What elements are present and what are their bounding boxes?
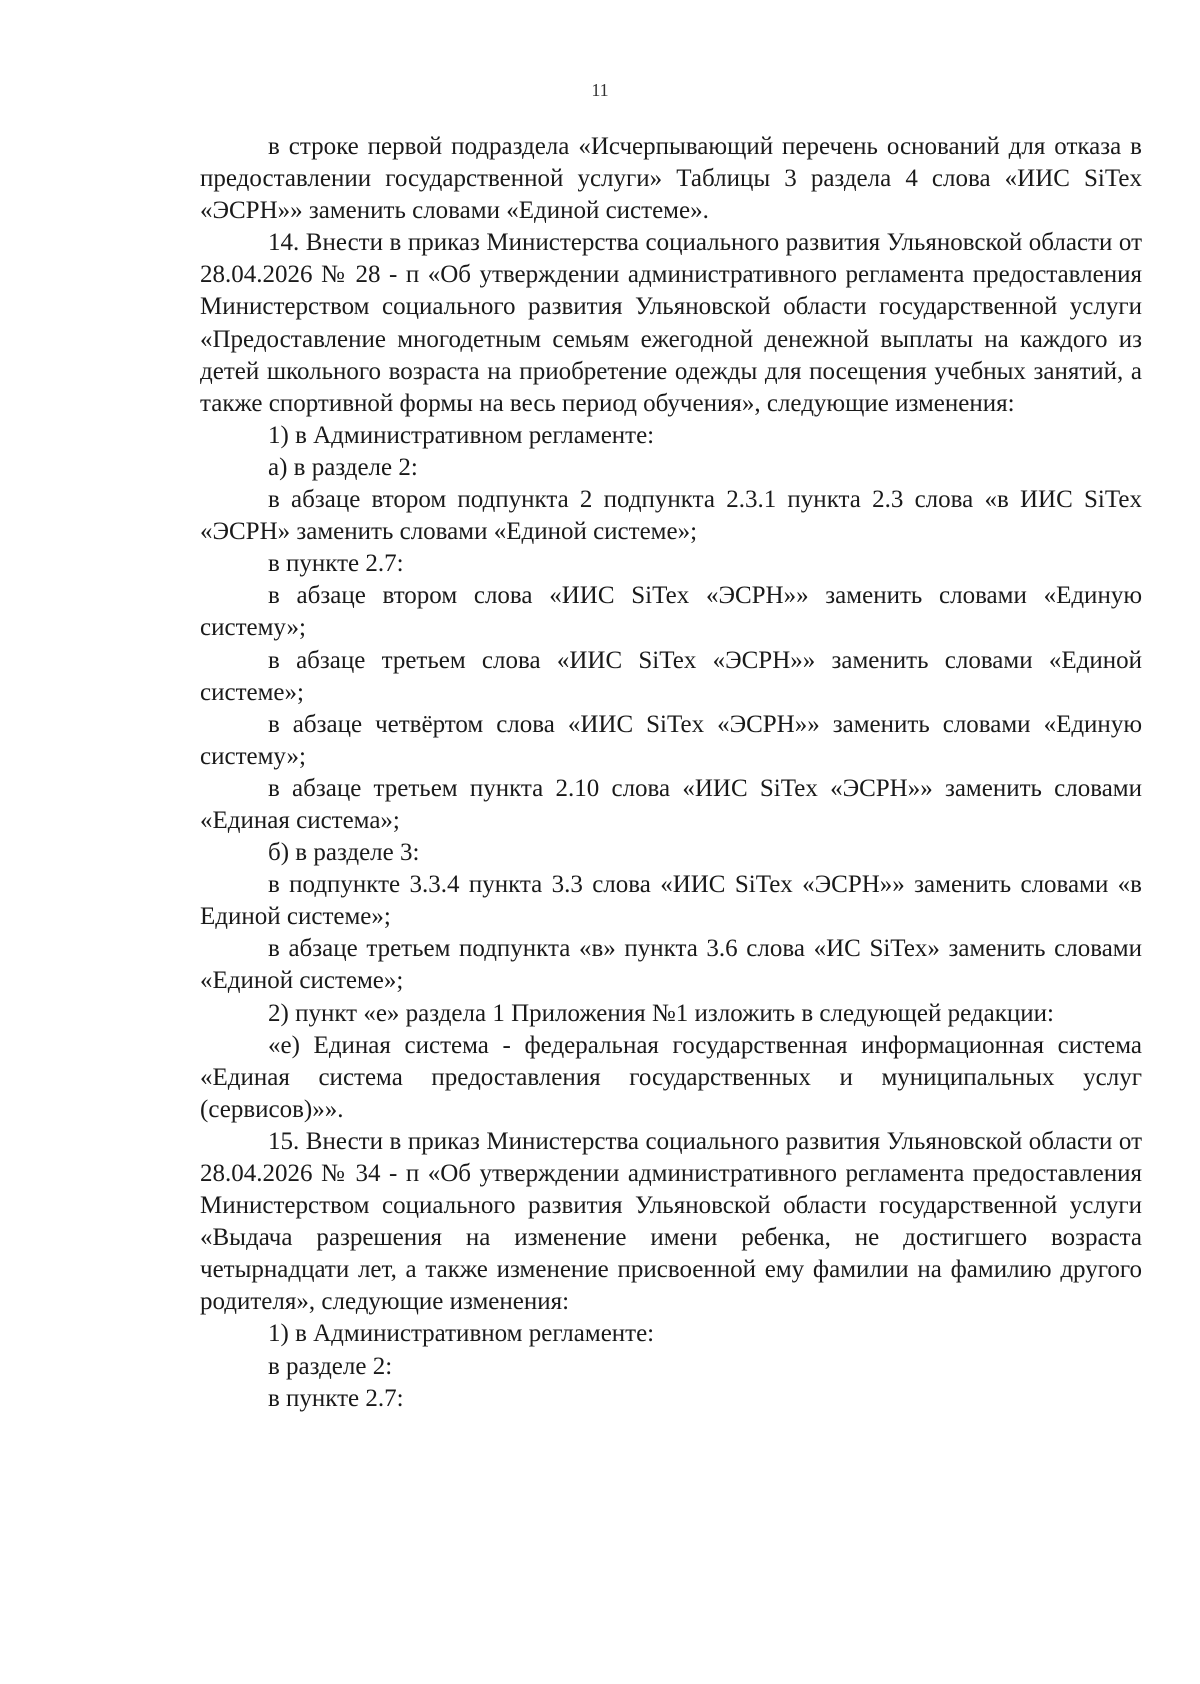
paragraph: 2) пункт «е» раздела 1 Приложения №1 изложить в следующей редакции: — [268, 999, 1054, 1027]
paragraph: в пункте 2.7: — [268, 550, 404, 578]
paragraph: в подпункте 3.3.4 пункта 3.3 слова «ИИС SiTex «ЭСРН»» заменить словами «в Единой системе»; — [200, 871, 1142, 931]
paragraph: а) в разделе 2: — [268, 453, 418, 481]
paragraph: в абзаце втором подпункта 2 подпункта 2.3.1 пункта 2.3 слова «в ИИС SiTex «ЭСРН» заменить словами «Единой системе»; — [200, 486, 1142, 546]
paragraph: «е) Единая система - федеральная государственная информационная система «Единая система предоставления государственных и муниципальных услуг (сервисов)»». — [200, 1031, 1142, 1123]
paragraph: в строке первой подраздела «Исчерпывающий перечень оснований для отказа в предоставлении государственной услуги» Таблицы 3 раздела 4 слова «ИИС SiTex «ЭСРН»» заменить словами «Единой системе». — [200, 133, 1142, 225]
paragraph: в абзаце четвёртом слова «ИИС SiTex «ЭСРН»» заменить словами «Единую систему»; — [200, 710, 1142, 770]
paragraph: в пункте 2.7: — [268, 1384, 404, 1412]
paragraph: в абзаце третьем подпункта «в» пункта 3.6 слова «ИС SiTex» заменить словами «Единой системе»; — [200, 935, 1142, 995]
paragraph-item-15: 15. Внести в приказ Министерства социального развития Ульяновской области от 28.04.2026 № 34 - п «Об утверждении административного регламента предоставления Министерством социального развития Ульяновской области государственной услуги «Выдача разрешения на изменение имени ребенка, не достигшего возраста четырнадцати лет, а также изменение присвоенной ему фамилии на фамилию другого родителя», следующие изменения: — [200, 1127, 1142, 1316]
paragraph: в абзаце третьем пункта 2.10 слова «ИИС SiTex «ЭСРН»» заменить словами «Единая система»; — [200, 774, 1142, 834]
document-body — [200, 131, 1142, 1415]
paragraph: 1) в Административном регламенте: — [268, 421, 655, 449]
paragraph: в разделе 2: — [268, 1352, 393, 1380]
paragraph: 1) в Административном регламенте: — [268, 1320, 655, 1348]
paragraph: в абзаце втором слова «ИИС SiTex «ЭСРН»» заменить словами «Единую систему»; — [200, 582, 1142, 642]
paragraph-item-14: 14. Внести в приказ Министерства социального развития Ульяновской области от 28.04.2026 № 28 - п «Об утверждении административного регламента предоставления Министерством социального развития Ульяновской области государственной услуги «Предоставление многодетным семьям ежегодной денежной выплаты на каждого из детей школьного возраста на приобретение одежды для посещения учебных занятий, а также спортивной формы на весь период обучения», следующие изменения: — [200, 229, 1142, 417]
page-number: 11 — [591, 80, 609, 100]
paragraph: в абзаце третьем слова «ИИС SiTex «ЭСРН»» заменить словами «Единой системе»; — [200, 646, 1142, 706]
paragraph: б) в разделе 3: — [268, 839, 420, 867]
